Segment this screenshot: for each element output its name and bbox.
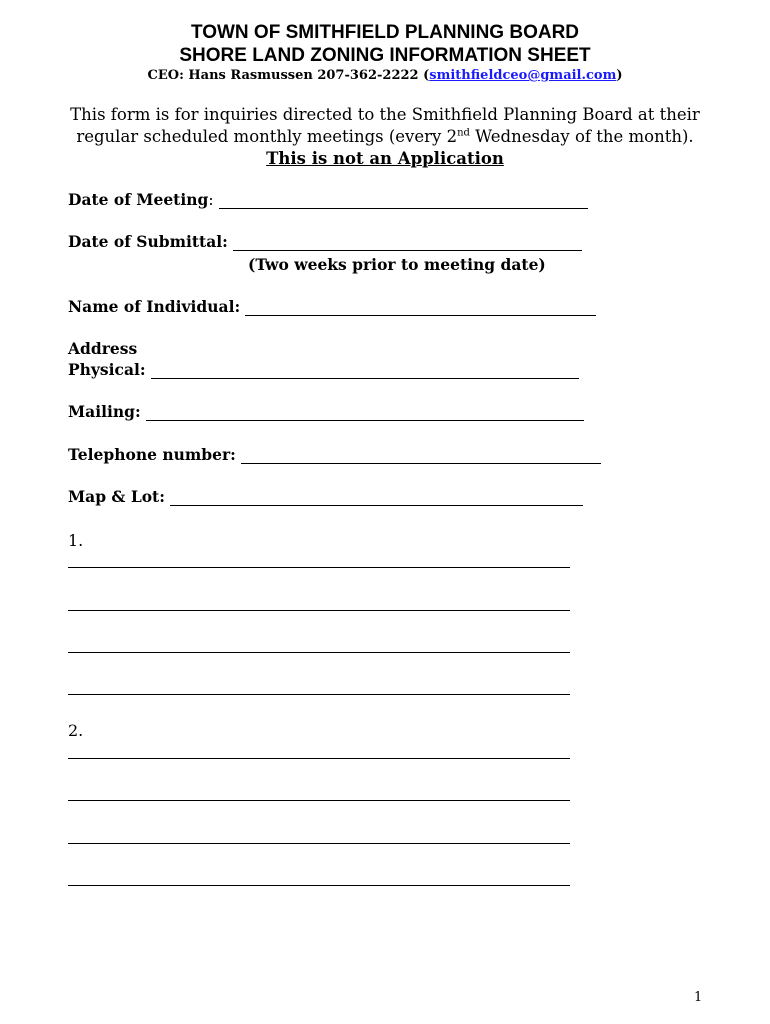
ceo-suffix: ) — [616, 68, 623, 83]
date-of-submittal-line[interactable] — [233, 234, 582, 251]
ceo-email-link[interactable]: smithfieldceo@gmail.com — [429, 68, 617, 83]
question-1-answer-line[interactable] — [68, 567, 570, 568]
title-line-2: SHORE LAND ZONING INFORMATION SHEET — [179, 45, 591, 66]
date-of-meeting-label: Date of Meeting — [68, 190, 209, 209]
map-lot-label: Map & Lot: — [68, 487, 165, 506]
question-2-number: 2. — [68, 721, 84, 740]
page-number: 1 — [694, 990, 703, 1005]
date-of-submittal-label: Date of Submittal: — [68, 232, 228, 251]
intro-paragraph — [68, 104, 702, 170]
question-1-answer-line[interactable] — [68, 652, 570, 653]
intro-text: This form is for inquiries directed to the Smithfield Planning Board at their regular scheduled monthly meetings (every 2 — [70, 105, 700, 146]
ceo-contact — [0, 68, 770, 83]
date-of-submittal-field — [68, 232, 582, 251]
telephone-label: Telephone number: — [68, 445, 236, 464]
mailing-address-field — [68, 402, 584, 421]
physical-address-field — [68, 360, 579, 379]
physical-label: Physical: — [68, 360, 146, 379]
question-2-answer-line[interactable] — [68, 758, 570, 759]
date-of-meeting-line[interactable] — [219, 192, 588, 209]
question-1-answer-line[interactable] — [68, 610, 570, 611]
physical-address-line[interactable] — [151, 362, 579, 379]
mailing-label: Mailing: — [68, 402, 141, 421]
date-of-meeting-colon: : — [208, 191, 214, 209]
submittal-note: (Two weeks prior to meeting date) — [248, 255, 546, 274]
question-1-number: 1. — [68, 531, 84, 550]
question-2-answer-line[interactable] — [68, 843, 570, 844]
intro-superscript: nd — [457, 127, 470, 139]
telephone-line[interactable] — [241, 447, 601, 464]
question-1-answer-line[interactable] — [68, 694, 570, 695]
question-2-answer-line[interactable] — [68, 800, 570, 801]
not-an-application-notice: This is not an Application — [266, 149, 504, 168]
address-label: Address — [68, 339, 138, 358]
map-lot-line[interactable] — [170, 489, 583, 506]
name-of-individual-label: Name of Individual: — [68, 297, 241, 316]
intro-text-continued: Wednesday of the month). — [469, 127, 694, 146]
mailing-address-line[interactable] — [146, 404, 584, 421]
map-lot-field — [68, 487, 583, 506]
title-line-1: TOWN OF SMITHFIELD PLANNING BOARD — [190, 22, 580, 43]
telephone-field — [68, 445, 601, 464]
ceo-name-phone: CEO: Hans Rasmussen 207-362-2222 ( — [147, 68, 430, 83]
date-of-meeting-field — [68, 190, 588, 209]
name-of-individual-field — [68, 297, 596, 316]
question-2-answer-line[interactable] — [68, 885, 570, 886]
name-of-individual-line[interactable] — [245, 299, 596, 316]
address-heading — [68, 339, 137, 358]
